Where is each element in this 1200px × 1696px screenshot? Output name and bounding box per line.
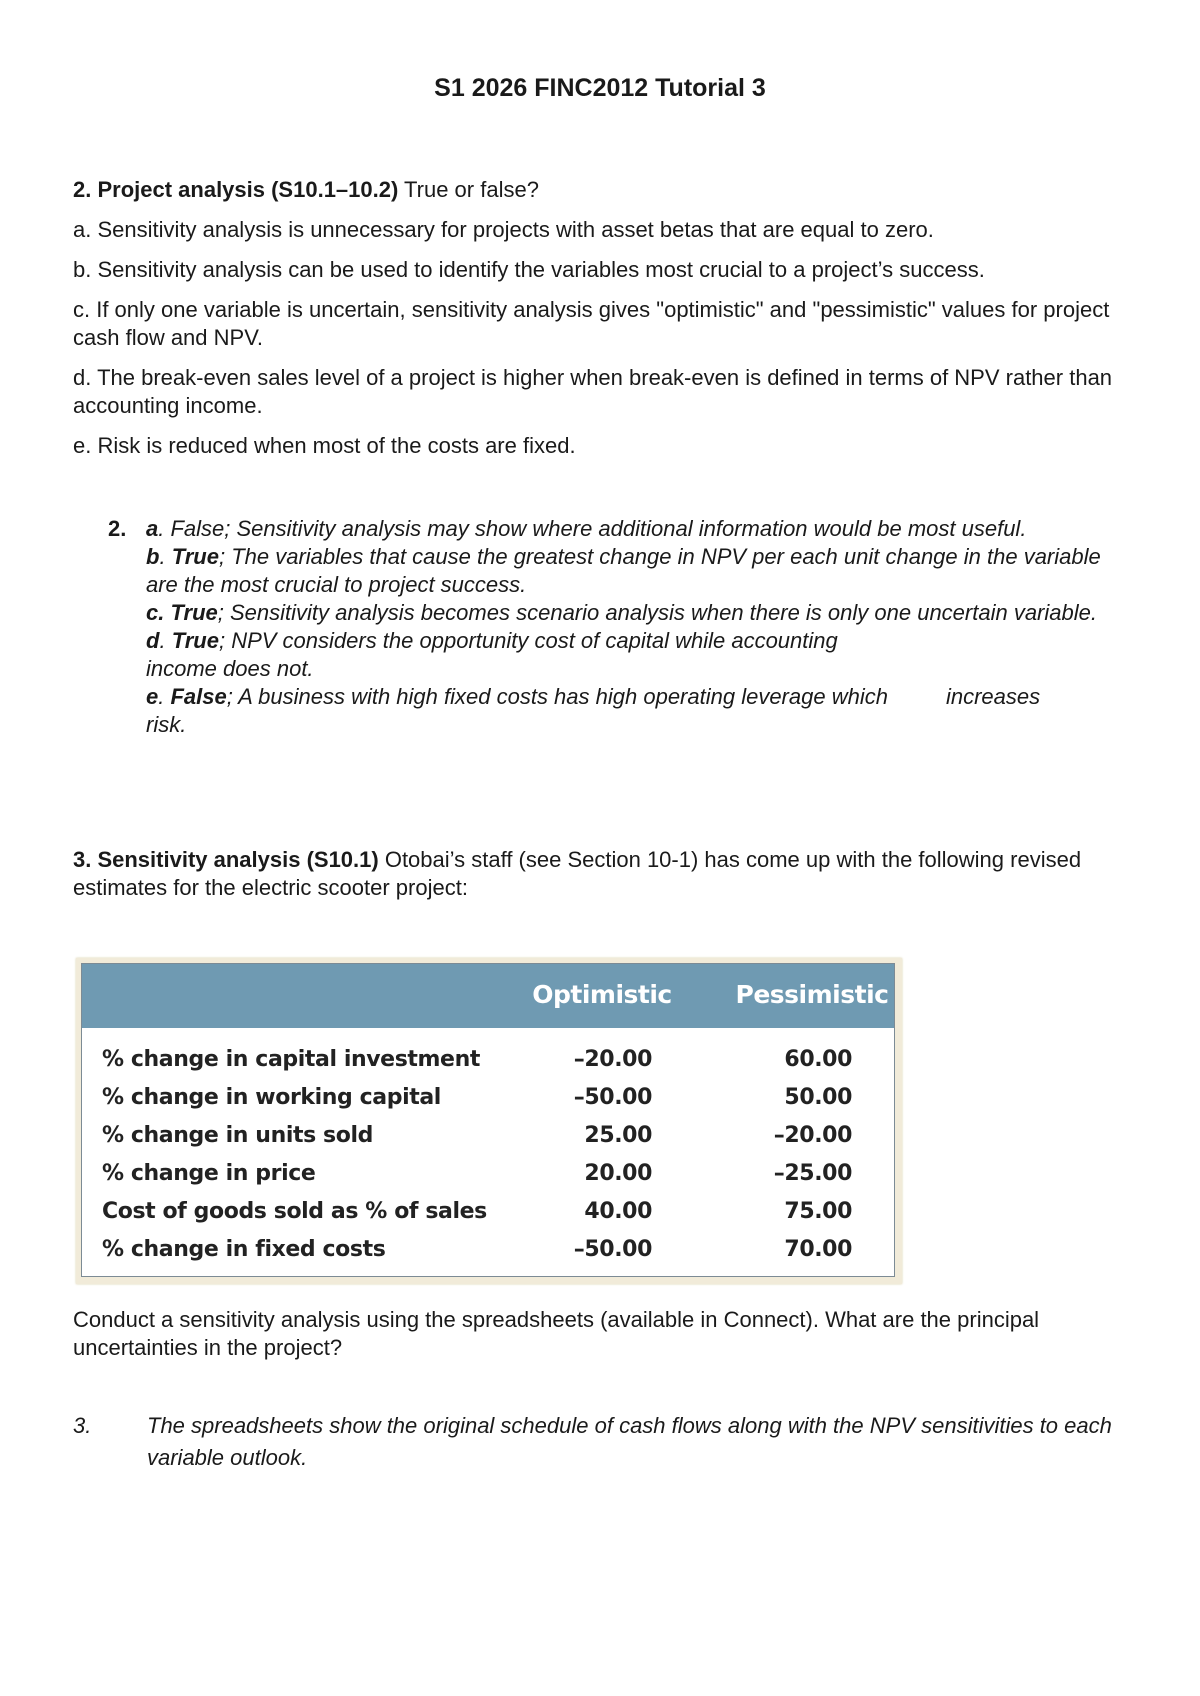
q2-answer-b <box>146 543 1138 599</box>
row-optimistic: –50.00 <box>573 1237 652 1262</box>
q2-answer-d-label: d <box>146 628 160 653</box>
sensitivity-table-header <box>82 964 894 1028</box>
row-pessimistic: –25.00 <box>773 1161 852 1186</box>
table-row <box>82 1118 894 1156</box>
q3-heading-rest: Otobai’s staff (see Section 10-1) has come up with the following revised estimates for the electric scooter project: <box>73 847 1082 900</box>
q2-item-c: c. If only one variable is uncertain, sensitivity analysis gives "optimistic" and "pessimistic" values for project cash flow and NPV. <box>73 297 1110 350</box>
sensitivity-table <box>76 958 902 1284</box>
q2-answer-d-verdict: True <box>171 628 219 653</box>
q2-answers-number: 2. <box>108 516 127 541</box>
page-title: S1 2026 FINC2012 Tutorial 3 <box>434 74 766 102</box>
row-optimistic: 20.00 <box>584 1161 652 1186</box>
q2-answer-b-label: b <box>146 544 160 569</box>
q2-answer-c <box>146 599 1138 627</box>
table-row <box>82 1080 894 1118</box>
q2-answer-d-dot: . <box>159 628 172 653</box>
q2-item-d: d. The break-even sales level of a project is higher when break-even is defined in terms of NPV rather than accounting income. <box>73 365 1113 418</box>
q2-answer-e-cont: risk. <box>146 712 187 737</box>
q2-answer-a-label: a <box>146 516 159 541</box>
row-label: % change in fixed costs <box>102 1237 386 1262</box>
q2-answer-a-text: . False; Sensitivity analysis may show where additional information would be most useful. <box>158 516 1027 541</box>
q3-answer <box>73 1410 1138 1474</box>
row-label: % change in units sold <box>102 1123 373 1148</box>
q2-item-b: b. Sensitivity analysis can be used to identify the variables most crucial to a project’s success. <box>73 257 985 282</box>
column-header-pessimistic: Pessimistic <box>735 980 889 1009</box>
row-pessimistic: 50.00 <box>784 1085 852 1110</box>
q2-item-a: a. Sensitivity analysis is unnecessary for projects with asset betas that are equal to zero. <box>73 217 934 242</box>
q2-answer-b-verdict: True <box>171 544 219 569</box>
q2-answer-c-text: ; Sensitivity analysis becomes scenario analysis when there is only one uncertain variable. <box>217 600 1097 625</box>
q2-answer-d-cont: income does not. <box>146 656 314 681</box>
q2-answer-e <box>146 683 1138 711</box>
row-pessimistic: –20.00 <box>773 1123 852 1148</box>
q2-heading-bold: 2. Project analysis (S10.1–10.2) <box>73 177 399 202</box>
q2-answer-d <box>146 627 1138 655</box>
q2-answer-d-text1: ; NPV considers the opportunity cost of capital while accounting <box>218 628 838 653</box>
table-row <box>82 1194 894 1232</box>
q2-answer-b-text: ; The variables that cause the greatest change in NPV per each unit change in the variable are the most crucial to project success. <box>146 544 1101 597</box>
q3-answer-number: 3. <box>73 1413 92 1438</box>
table-row <box>82 1156 894 1194</box>
q2-heading <box>73 176 1133 204</box>
q2-heading-rest: True or false? <box>398 177 539 202</box>
row-pessimistic: 75.00 <box>784 1199 852 1224</box>
q3-heading <box>73 846 1133 902</box>
row-optimistic: 40.00 <box>584 1199 652 1224</box>
row-pessimistic: 70.00 <box>784 1237 852 1262</box>
q2-answer-e-dot: . <box>158 684 171 709</box>
column-header-optimistic: Optimistic <box>532 980 672 1009</box>
q3-answer-text: The spreadsheets show the original schedule of cash flows along with the NPV sensitivities to each variable outlook. <box>147 1413 1112 1470</box>
q2-answer-c-label: c. True <box>146 600 218 625</box>
row-pessimistic: 60.00 <box>784 1047 852 1072</box>
q2-answers <box>108 515 1138 739</box>
q2-answer-a <box>146 515 1138 543</box>
row-optimistic: –50.00 <box>573 1085 652 1110</box>
table-row <box>82 1042 894 1080</box>
q2-answer-b-dot: . <box>159 544 172 569</box>
row-label: % change in capital investment <box>102 1047 480 1072</box>
q3-followup: Conduct a sensitivity analysis using the spreadsheets (available in Connect). What are the principal uncertainties in the project? <box>73 1307 1040 1360</box>
q2-item-e: e. Risk is reduced when most of the costs are fixed. <box>73 433 576 458</box>
row-label: % change in working capital <box>102 1085 441 1110</box>
q3-heading-bold: 3. Sensitivity analysis (S10.1) <box>73 847 379 872</box>
sensitivity-table-box <box>81 963 895 1277</box>
row-label: % change in price <box>102 1161 316 1186</box>
q2-answer-e-label: e <box>146 684 159 709</box>
row-optimistic: 25.00 <box>584 1123 652 1148</box>
row-optimistic: –20.00 <box>573 1047 652 1072</box>
row-label: Cost of goods sold as % of sales <box>102 1199 487 1224</box>
q2-answer-e-text1: ; A business with high fixed costs has high operating leverage which <box>226 684 888 709</box>
table-row <box>82 1232 894 1270</box>
q2-answer-e-text2: increases <box>945 684 1041 709</box>
q2-answer-e-verdict: False <box>170 684 227 709</box>
